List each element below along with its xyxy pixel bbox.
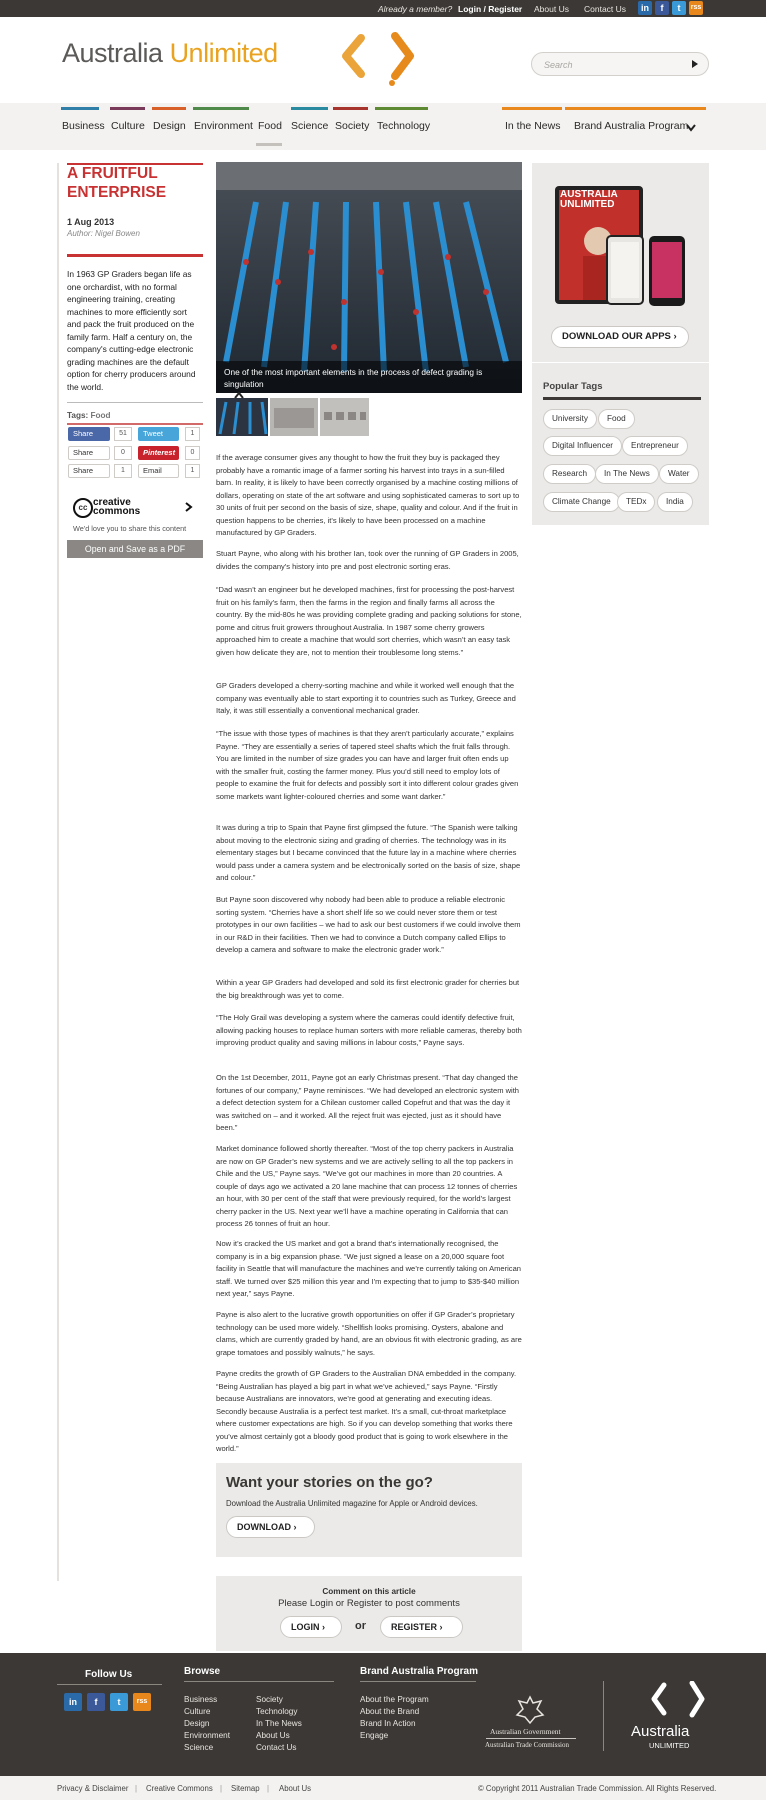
separator: |: [267, 1784, 270, 1793]
nav-accent-news: [502, 107, 562, 110]
nav-society[interactable]: Society: [335, 120, 370, 132]
sitemap-link[interactable]: Sitemap: [231, 1784, 260, 1793]
nav-food[interactable]: Food: [258, 120, 282, 132]
email-share-count: 1: [185, 464, 200, 478]
gov-rule: [486, 1738, 576, 1739]
article-paragraph: “The Holy Grail was developing a system where the cameras could identify defective fruit, allowing packing houses to replace human sorters with more reliable cameras, thereby both improving product quality and saving millions in labour costs,” Payne says.: [216, 1013, 522, 1047]
separator: |: [220, 1784, 223, 1793]
gov-name: Australian Government: [490, 1727, 561, 1736]
linkedin-icon[interactable]: in: [64, 1693, 82, 1711]
pdf-button[interactable]: Open and Save as a PDF: [67, 540, 203, 558]
article-paragraph: Within a year GP Graders had developed and sold its first electronic grader for cherries but the big breakthrough was yet to come.: [216, 978, 520, 1000]
tag-climate-change[interactable]: Climate Change: [543, 492, 620, 512]
follow-us-heading: Follow Us: [85, 1669, 133, 1680]
tag-in-the-news[interactable]: In The News: [595, 464, 659, 484]
article-paragraph: On the 1st December, 2011, Payne got an early Christmas present. “That day changed the fortunes of our company,” Payne reminisces. “We had developed an electronic system with a defect detection system for a Chilean customer called Copefrut and that was the day it was switched on – and it worked. All the reject fruit was ejected, just as it should have been.”: [216, 1073, 519, 1132]
search-input[interactable]: Search: [531, 52, 709, 76]
tweet-count: 1: [185, 427, 200, 441]
or-text: or: [355, 1620, 366, 1632]
footer-link-about-program[interactable]: About the Program: [360, 1695, 429, 1704]
coat-of-arms-icon: [513, 1695, 547, 1725]
thumbnail-3[interactable]: [320, 398, 369, 436]
nav-accent-design: [152, 107, 186, 110]
article-paragraph: But Payne soon discovered why nobody had been able to produce a reliable electronic sorting system. “Cherries have a short shelf life so we could never store them or test prototypes in our own facilities – we had to ask our best customers if we could involve them in our R&D in their facilities. Then we had to convince a Dutch company called Ellips to develop a camera and software to make the electronic grader work.”: [216, 895, 521, 954]
privacy-link[interactable]: Privacy & Disclaimer: [57, 1784, 129, 1793]
member-text: Already a member?: [378, 4, 453, 14]
linkedin-icon[interactable]: in: [638, 1, 652, 15]
comments-text: Please Login or Register to post comments: [278, 1598, 460, 1609]
tag-india[interactable]: India: [657, 492, 693, 512]
tags-line: Tags: Food: [67, 411, 111, 420]
footer-rule: [184, 1681, 334, 1682]
nav-accent-technology: [375, 107, 428, 110]
download-apps-button[interactable]: DOWNLOAD OUR APPS ›: [551, 326, 689, 348]
footer-link-contact-us[interactable]: Contact Us: [256, 1743, 297, 1752]
footer-link-about-us[interactable]: About Us: [256, 1731, 290, 1740]
main-nav: [0, 103, 766, 150]
article-title: A FRUITFUL ENTERPRISE: [67, 165, 167, 201]
footer-link-culture[interactable]: Culture: [184, 1707, 211, 1716]
about-us-link[interactable]: About Us: [534, 4, 569, 14]
facebook-share-count: 51: [114, 427, 132, 441]
gov-agency: Australian Trade Commission: [485, 1741, 570, 1749]
copyright-text: © Copyright 2011 Australian Trade Commission. All Rights Reserved.: [478, 1784, 717, 1793]
footer-rule: [360, 1681, 476, 1682]
article-paragraph: “Dad wasn’t an engineer but he developed machines, first for processing the post-harvest fruit on his family’s farm, then the farms in the region and finally farms all across the country. By the mid-80s he was providing complete grading and packing solutions for stone, pome and citrus fruit growers throughout Australia. In 1987 some cherry growers approached him to create a machine that would sort cherries, which wasn’t an easy task given how delicate they are, not to mention their troublesome long stems.”: [216, 585, 522, 657]
article-paragraph: Payne credits the growth of GP Graders to the Australian DNA embedded in the company. “Being Australian has played a big part in what we’ve achieved,” says Payne. “Firstly because Australians are innovators, we’re good at generating and executing ideas. Secondly because Australia is a perfect test market. It’s a small, cut-throat marketplace where customer expectations are high. So if you can develop something that works there you’ve almost certainly got a bloody good product that is going to work elsewhere in the world.”: [216, 1369, 517, 1453]
nav-accent-science: [291, 107, 328, 110]
footer-link-engage[interactable]: Engage: [360, 1731, 389, 1740]
nav-food-active-indicator: [256, 143, 282, 146]
about-us-bottom-link[interactable]: About Us: [279, 1784, 312, 1793]
rss-icon[interactable]: rss: [133, 1693, 151, 1711]
tag-research[interactable]: Research: [543, 464, 596, 484]
tags-rule: [67, 423, 203, 425]
promo-text: Download the Australia Unlimited magazine for Apple or Android devices.: [226, 1499, 478, 1508]
site-logo[interactable]: Australia Unlimited: [62, 38, 278, 68]
footer-link-brand-in-action[interactable]: Brand In Action: [360, 1719, 416, 1728]
tag-food[interactable]: Food: [598, 409, 635, 429]
popular-tags-title: Popular Tags: [543, 381, 603, 392]
nav-in-the-news[interactable]: In the News: [505, 120, 561, 132]
linkedin-share-count: 1: [114, 464, 132, 478]
brand-brackets-icon: [340, 30, 420, 88]
top-bar: [0, 0, 766, 17]
register-button[interactable]: REGISTER ›: [380, 1616, 463, 1638]
article-paragraph: Now it’s cracked the US market and got a brand that’s internationally recognised, the company is in a big expansion phase. “We just signed a lease on a 20,000 square foot facility in Seattle that will manufacture the machines and we’re currently taking on American staff. We turned over $25 million this year and I’m expecting that to jump to $35-$40 million next year,” says Payne.: [216, 1239, 521, 1298]
download-button[interactable]: DOWNLOAD ›: [226, 1516, 315, 1538]
nav-technology[interactable]: Technology: [377, 120, 431, 132]
article-paragraph: GP Graders developed a cherry-sorting machine and while it worked well enough that the company was eventually able to start exporting it to countries such as Turkey, Greece and Italy, it was still essentially a conventional mechanical grader.: [216, 681, 516, 715]
nav-design[interactable]: Design: [153, 120, 186, 132]
tweet-button[interactable]: Tweet: [138, 427, 179, 441]
chevron-down-icon[interactable]: [686, 124, 696, 132]
article-intro: In 1963 GP Graders began life as one orchardist, with no formal engineering training, creating machines to more efficiently sort and pack the fruit produced on the family farm. Half a century on, the company's cutting-edge electronic grading machines are the default option for cherry producers around the world.: [67, 269, 196, 392]
nav-accent-brand: [565, 107, 706, 110]
nav-accent-business: [61, 107, 99, 110]
article-paragraph: If the average consumer gives any thought to how the fruit they buy is packaged they probably have a romantic image of a farmer sorting his harvest into trays in a sun-filled barn. In reality, it is likely to have been correctly organised by a machine costing millions of dollars, operating on state of the art software and using sophisticated cameras to sort up to 30 units of fruit per second on the basis of size, shape, quality and colour. And if the fruit in question happens to be cherries, it's likely to have been processed on a machine manufactured by GP Graders.: [216, 453, 520, 537]
nav-accent-culture: [110, 107, 145, 110]
google-share-button[interactable]: Share: [68, 446, 110, 460]
thumbnail-1[interactable]: [216, 398, 268, 436]
article-paragraph: It was during a trip to Spain that Payne first glimpsed the future. “The Spanish were talking about moving to the electronic sizing and grading of cherries. The technology was in its elementary stages but I became convinced that the future lay in a machine where cherries would pass under a camera system and be electronically sorted on the basis of size, shape and colour.”: [216, 823, 521, 882]
google-share-count: 0: [114, 446, 132, 460]
tag-university[interactable]: University: [543, 409, 597, 429]
article-paragraph: Market dominance followed shortly thereafter. “Most of the top cherry packers in Australia are now on GP Grader’s new systems and we are actively selling to all the top packers in Chile and the US,” Payne says. “We’ve got our machines in more than 20 countries. A couple of days ago we activated a 20 lane machine that can process 12 tonnes of cherries an hour, with 30 per cent of the staff that were previously required, for the world’s largest cherry packer in the US. Next year we’ll have a machine operating in California that can process 26 tonnes of fruit an hour.: [216, 1144, 518, 1228]
article-date: 1 Aug 2013: [67, 217, 115, 227]
footer-rule: [57, 1684, 162, 1685]
footer-link-in-the-news[interactable]: In The News: [256, 1719, 302, 1728]
footer-logo-australia[interactable]: Australia: [631, 1723, 690, 1740]
brand-program-heading: Brand Australia Program: [360, 1666, 478, 1677]
facebook-icon[interactable]: f: [87, 1693, 105, 1711]
footer-vertical-divider: [603, 1681, 604, 1751]
nav-culture[interactable]: Culture: [111, 120, 145, 132]
nav-science[interactable]: Science: [291, 120, 329, 132]
sidebar-divider: [532, 362, 709, 363]
creative-commons-link[interactable]: Creative Commons: [146, 1784, 213, 1793]
article-paragraph: Payne is also alert to the lucrative growth opportunities on offer if GP Grader’s proprietary technology can be used more widely. “Shellfish looks promising. Oysters, abalone and clams, which are currently graded by hand, are an obvious fit with electronic grading, as are grape tomatoes and possibly walnuts,” he says.: [216, 1310, 522, 1357]
pinterest-count: 0: [185, 446, 200, 460]
left-border: [57, 163, 59, 1581]
hero-caption: One of the most important elements in the process of defect grading is singulation: [224, 367, 483, 389]
footer-brackets-icon: [650, 1681, 710, 1721]
footer-logo-unlimited: UNLIMITED: [649, 1741, 690, 1750]
promo-title: Want your stories on the go?: [226, 1474, 433, 1491]
nav-business[interactable]: Business: [62, 120, 105, 132]
chevron-right-icon[interactable]: [185, 502, 193, 512]
footer-link-about-brand[interactable]: About the Brand: [360, 1707, 420, 1716]
bottom-bar: [0, 1776, 766, 1800]
login-button[interactable]: LOGIN ›: [280, 1616, 342, 1638]
chevron-right-icon: ›: [439, 1622, 443, 1632]
contact-us-link[interactable]: Contact Us: [584, 4, 627, 14]
twitter-icon[interactable]: t: [110, 1693, 128, 1711]
hero-image: [216, 162, 522, 393]
linkedin-share-button[interactable]: Share: [68, 464, 110, 478]
popular-tags-rule: [543, 397, 701, 400]
creative-commons-icon: cc: [73, 498, 93, 518]
browse-heading: Browse: [184, 1666, 221, 1677]
footer-link-environment[interactable]: Environment: [184, 1731, 230, 1740]
nav-environment[interactable]: Environment: [194, 120, 253, 132]
tag-water[interactable]: Water: [659, 464, 699, 484]
search-arrow-icon[interactable]: [690, 59, 700, 69]
creative-commons-logo[interactable]: creative commons: [93, 497, 141, 517]
email-share-button[interactable]: Email: [138, 464, 179, 478]
intro-rule: [67, 254, 203, 257]
footer-link-design[interactable]: Design: [184, 1719, 210, 1728]
facebook-icon[interactable]: f: [655, 1, 669, 15]
thumbnail-2[interactable]: [270, 398, 318, 436]
login-register-link[interactable]: Login / Register: [458, 4, 523, 14]
tag-digital-influencer[interactable]: Digital Influencer: [543, 436, 622, 456]
article-paragraph: “The issue with those types of machines is that they aren’t particularly accurate,” explains Payne. “They are essentially a series of tapered steel shafts which the fruit falls through. You are limited in the number of size grades you can have and larger fruit often ends up with the smaller fruit, costing the farmer money. Plus you’d still need to employ lots of people to examine the fruit for defects and possibly sort it into different colour grades given some markets want lighter-coloured cherries and some want darker.”: [216, 729, 519, 801]
cc-share-text: We'd love you to share this content: [73, 524, 187, 533]
author-line: Author: Nigel Bowen: [67, 229, 140, 238]
separator: |: [135, 1784, 138, 1793]
chevron-right-icon: ›: [322, 1622, 326, 1632]
footer-link-technology[interactable]: Technology: [256, 1707, 298, 1716]
pinterest-button[interactable]: Pinterest: [138, 446, 179, 460]
nav-accent-society: [333, 107, 368, 110]
comments-title: Comment on this article: [322, 1587, 416, 1596]
rss-icon[interactable]: rss: [689, 1, 703, 15]
tag-tedx[interactable]: TEDx: [617, 492, 655, 512]
divider: [67, 402, 203, 403]
chevron-right-icon: ›: [673, 331, 677, 342]
chevron-right-icon: ›: [293, 1522, 297, 1532]
footer: [0, 1653, 766, 1776]
nav-accent-environment: [193, 107, 249, 110]
tag-entrepreneur[interactable]: Entrepreneur: [622, 436, 688, 456]
footer-link-society[interactable]: Society: [256, 1695, 283, 1704]
article-paragraph: Stuart Payne, who along with his brother Ian, took over the running of GP Graders in 2005, divides the company's history into pre and post electronic sorting eras.: [216, 549, 519, 571]
twitter-icon[interactable]: t: [672, 1, 686, 15]
footer-link-science[interactable]: Science: [184, 1743, 214, 1752]
footer-link-business[interactable]: Business: [184, 1695, 218, 1704]
magazine-title: AUSTRALIA UNLIMITED: [560, 189, 618, 210]
facebook-share-button[interactable]: Share: [68, 427, 110, 441]
nav-brand-australia[interactable]: Brand Australia Program: [574, 120, 689, 132]
